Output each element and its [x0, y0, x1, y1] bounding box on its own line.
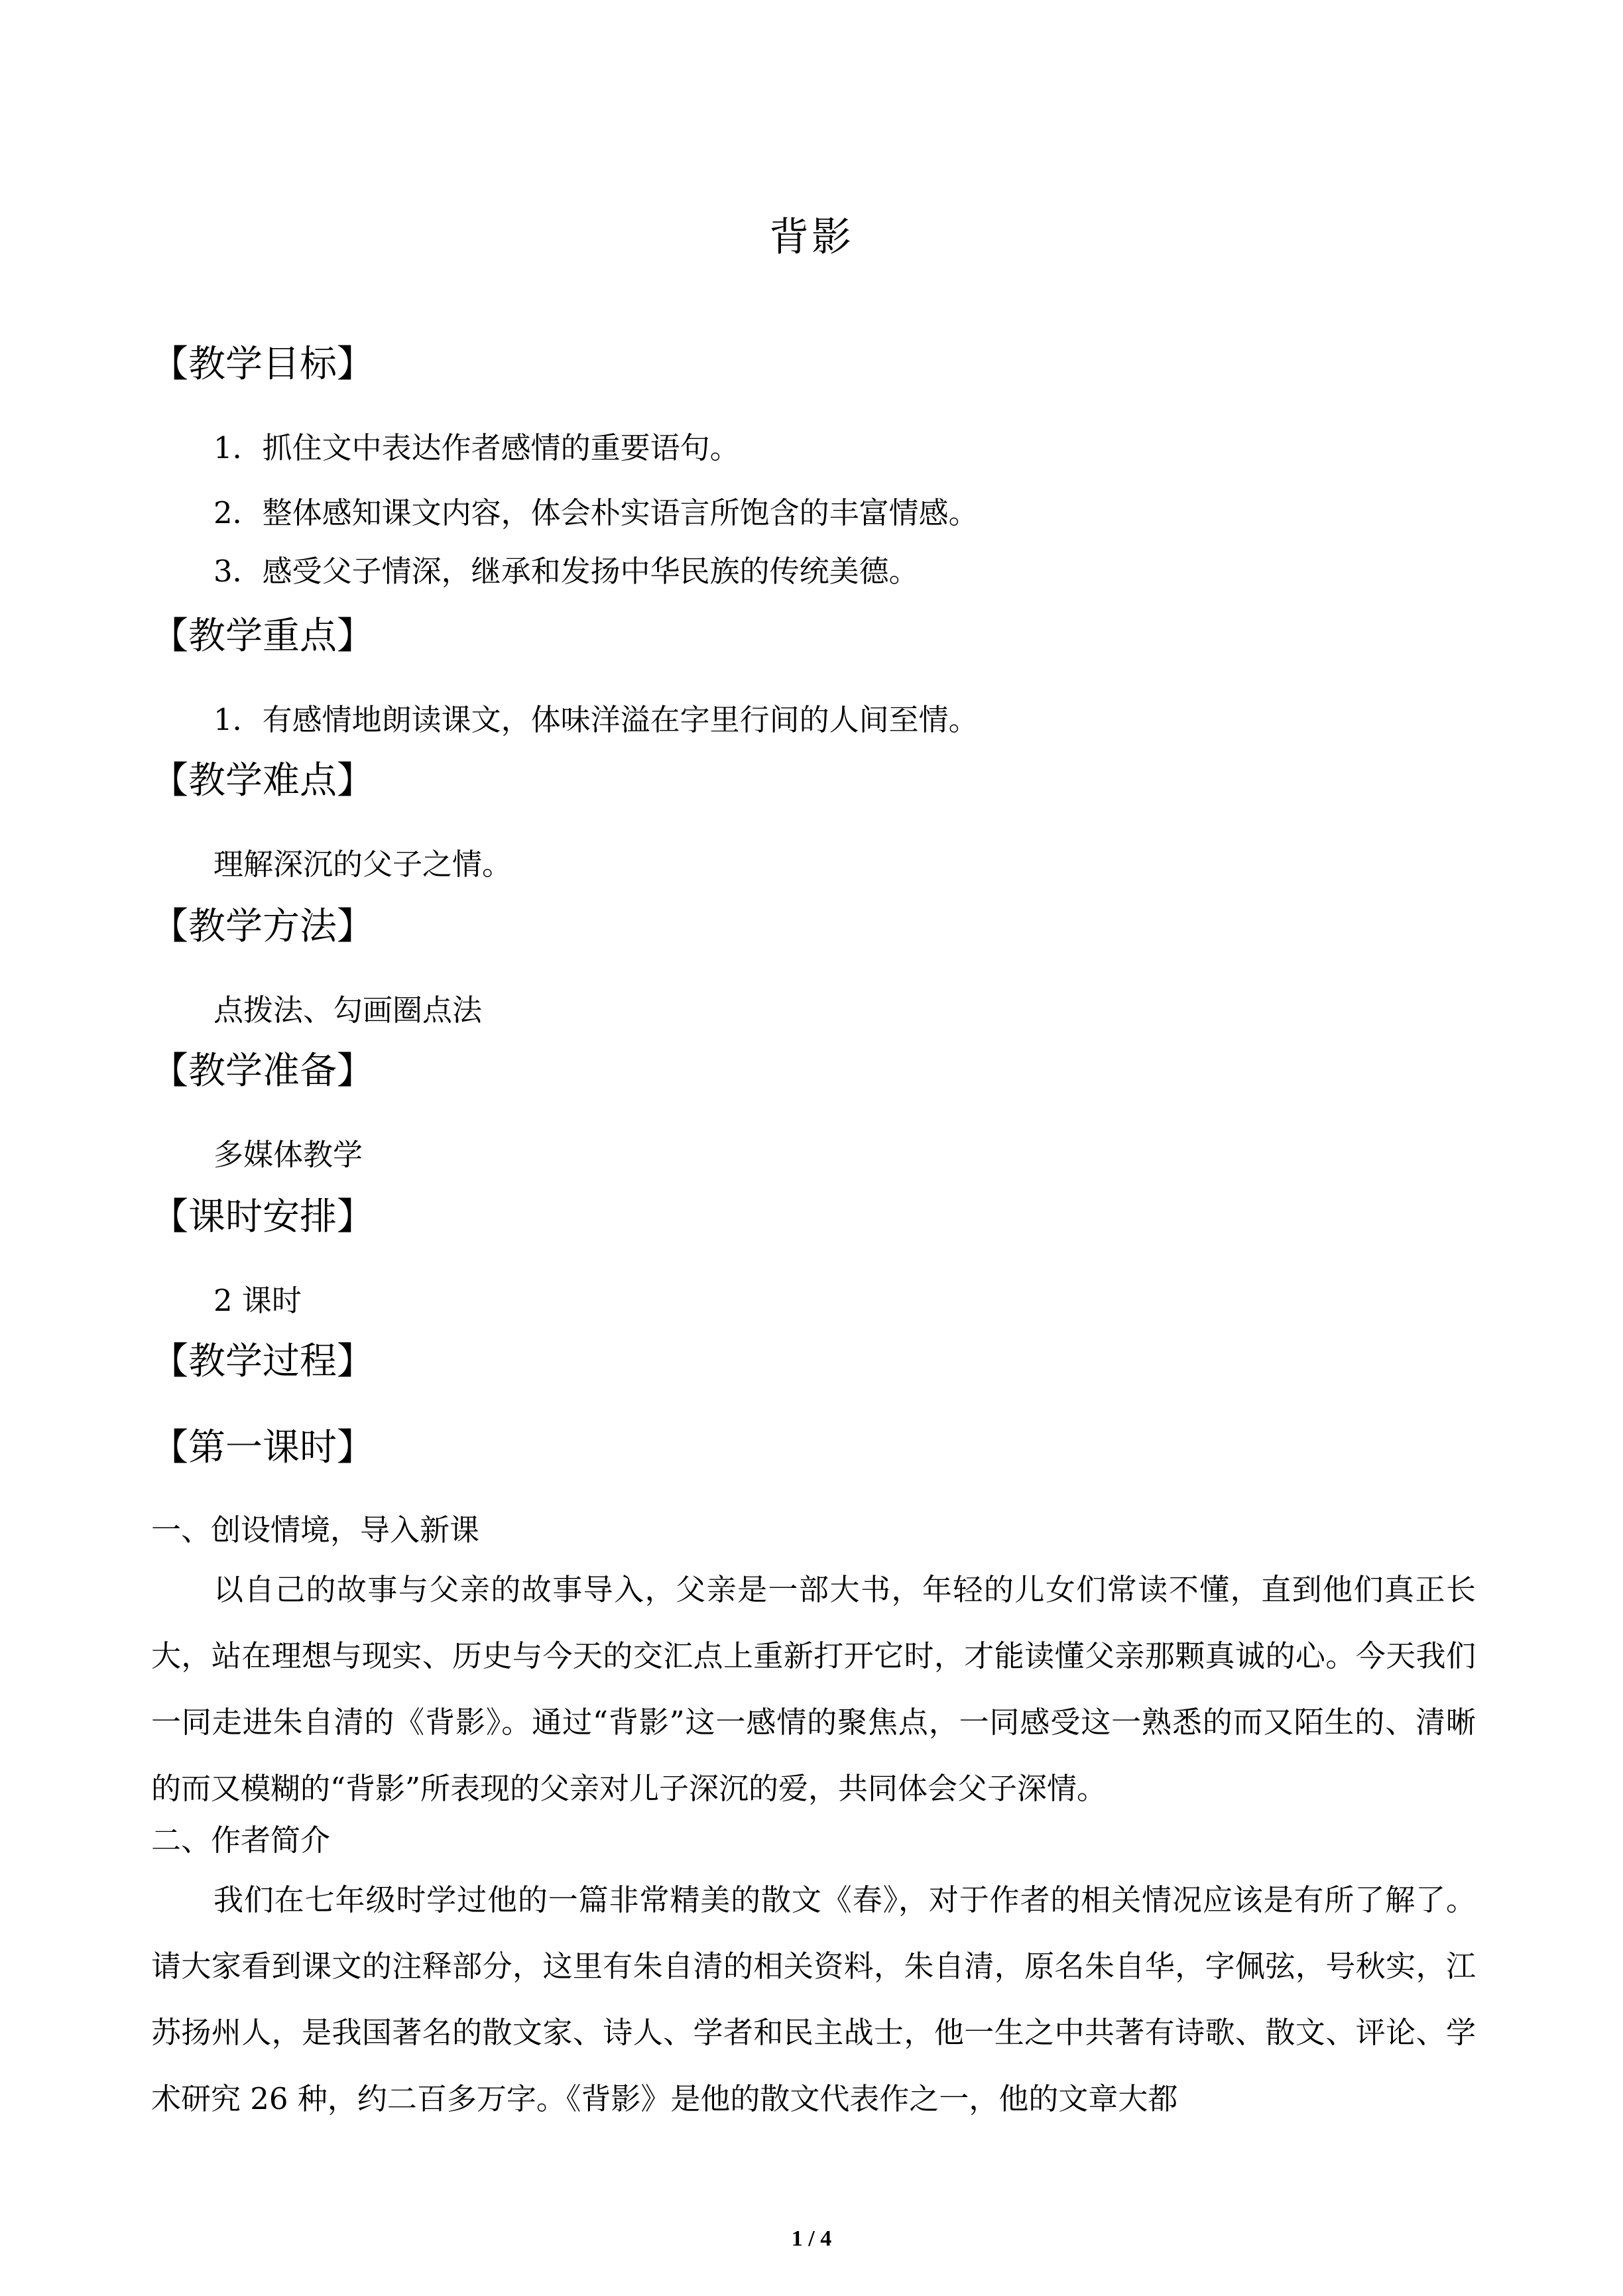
- goals-heading: 【教学目标】: [151, 343, 374, 386]
- method-heading: 【教学方法】: [151, 905, 374, 948]
- prep-heading: 【教学准备】: [151, 1050, 374, 1093]
- schedule-text: 2 课时: [213, 1283, 302, 1318]
- goal-item-2: 2．整体感知课文内容，体会朴实语言所饱含的丰富情感。: [213, 495, 979, 530]
- difficulty-heading: 【教学难点】: [151, 759, 374, 802]
- schedule-heading: 【课时安排】: [151, 1195, 374, 1239]
- prep-text: 多媒体教学: [213, 1137, 363, 1172]
- page-number: 1 / 4: [791, 2226, 832, 2251]
- lesson1-heading: 【第一课时】: [151, 1426, 374, 1469]
- document-title: 背影: [769, 214, 854, 261]
- method-text: 点拨法、勾画圈点法: [213, 993, 483, 1028]
- process-heading: 【教学过程】: [151, 1340, 374, 1383]
- key-points-heading: 【教学重点】: [151, 615, 374, 658]
- section2-paragraph: 我们在七年级时学过他的一篇非常精美的散文《春》，对于作者的相关情况应该是有所了解了。请大家看到课文的注释部分，这里有朱自清的相关资料，朱自清，原名朱自华，字佩弦，号秋实，江苏扬州人，是我国著名的散文家、诗人、学者和民主战士，他一生之中共著有诗歌、散文、评论、学术研究 26 种，约二百多万字。《背影》是他的散文代表作之一，他的文章大都: [151, 1882, 1476, 2116]
- goal-item-3: 3．感受父子情深，继承和发扬中华民族的传统美德。: [213, 554, 919, 589]
- section1-title: 一、创设情境，导入新课: [151, 1512, 480, 1547]
- difficulty-text: 理解深沉的父子之情。: [213, 847, 512, 882]
- key-point-item-1: 1．有感情地朗读课文，体味洋溢在字里行间的人间至情。: [213, 702, 979, 737]
- goal-item-1: 1．抓住文中表达作者感情的重要语句。: [213, 430, 740, 465]
- section1-paragraph: 以自己的故事与父亲的故事导入，父亲是一部大书，年轻的儿女们常读不懂，直到他们真正长大，站在理想与现实、历史与今天的交汇点上重新打开它时，才能读懂父亲那颗真诚的心。今天我们一同走进朱自清的《背影》。通过“背影”这一感情的聚焦点，一同感受这一熟悉的而又陌生的、清晰的而又模糊的“背影”所表现的父亲对儿子深沉的爱，共同体会父子深情。: [151, 1572, 1476, 1806]
- section2-title: 二、作者简介: [151, 1823, 331, 1858]
